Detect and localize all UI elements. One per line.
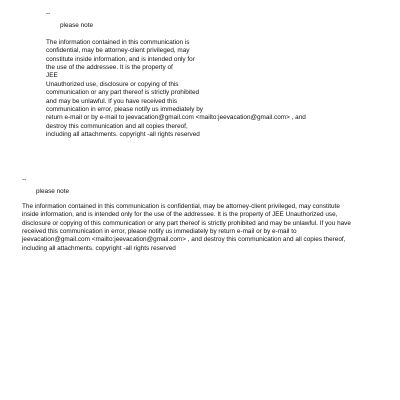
disclaimer-line: jeevacation@gmail.com <mailto:jeevacation@gmail.com> , and destroy this communication and all copies thereof, xyxy=(22,236,346,244)
disclaimer-line: including all attachments. copyright -all rights reserved xyxy=(22,244,176,252)
disclaimer-line: disclosure or copying of this communication or any part thereof is strictly prohibited and may be unlawful. If you have xyxy=(22,219,351,227)
disclaimer-line: received this communication in error, please notify us immediately by return e-mail or by e-mail to xyxy=(22,228,297,236)
disclaimer-line: including all attachments. copyright -all rights reserved xyxy=(46,131,200,139)
note-heading: please note xyxy=(60,22,94,30)
disclaimer-block-1 xyxy=(46,10,346,140)
disclaimer-line: communication in error, please notify us immediately by xyxy=(46,106,203,114)
disclaimer-line: communication or any part thereof is strictly prohibited xyxy=(46,89,200,97)
disclaimer-line: return e-mail or by e-mail to jeevacation@gmail.com <mailto:jeevacation@gmail.com> , and xyxy=(46,114,306,122)
disclaimer-block-2 xyxy=(22,176,382,253)
disclaimer-line: destroy this communication and all copies thereof, xyxy=(46,122,188,130)
disclaimer-line: inside information, and is intended only for the use of the addressee. It is the property of JEE Unauthorized use, xyxy=(22,211,338,219)
signature-separator: -- xyxy=(22,176,27,183)
disclaimer-line: Unauthorized use, disclosure or copying of this xyxy=(46,80,179,88)
disclaimer-line: confidential, may be attorney-client privileged, may xyxy=(46,47,190,55)
disclaimer-line: and may be unlawful. If you have received this xyxy=(46,97,178,105)
disclaimer-line: The information contained in this communication is xyxy=(46,38,190,46)
disclaimer-line: JEE xyxy=(46,72,58,80)
disclaimer-line: constitute inside information, and is intended only for xyxy=(46,55,195,63)
disclaimer-line: the use of the addressee. It is the property of xyxy=(46,64,173,72)
signature-separator: -- xyxy=(46,10,51,17)
disclaimer-line: The information contained in this communication is confidential, may be attorney-client privileged, may constitute xyxy=(22,202,340,210)
note-heading: please note xyxy=(36,188,70,196)
